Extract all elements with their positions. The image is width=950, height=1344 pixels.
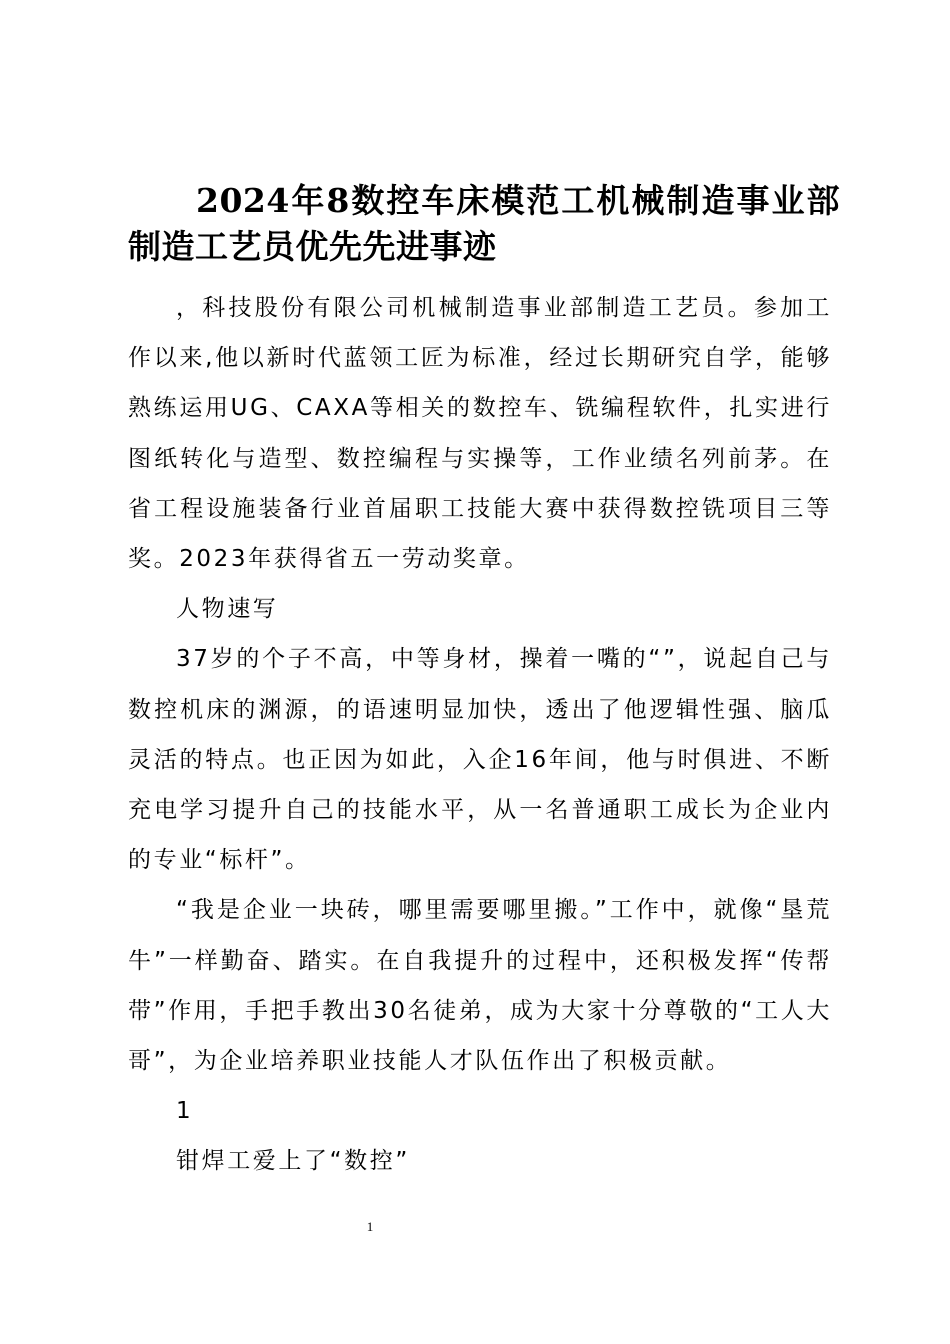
document-body — [128, 283, 832, 1187]
document-title: 2024年8数控车床模范工机械制造事业部制造工艺员优先先进事迹 — [128, 181, 840, 266]
paragraph-profile: 37岁的个子不高，中等身材，操着一嘴的“”，说起自己与数控机床的渊源，的语速明显加快，透出了他逻辑性强、脑瓜灵活的特点。也正因为如此，入企16年间，他与时俱进、不断充电学习提升自己的技能水平，从一名普通职工成长为企业内的专业“标杆”。 — [128, 646, 832, 874]
page-number: 1 — [366, 1219, 374, 1234]
section-number: 1 — [176, 1098, 194, 1125]
paragraph-intro: ，科技股份有限公司机械制造事业部制造工艺员。参加工作以来,他以新时代蓝领工匠为标准，经过长期研究自学，能够熟练运用UG、CAXA等相关的数控车、铣编程软件，扎实进行图纸转化与造型、数控编程与实操等，工作业绩名列前茅。在省工程设施装备行业首届职工技能大赛中获得数控铣项目三等奖。2023年获得省五一劳动奖章。 — [128, 295, 832, 573]
section-heading-profile: 人物速写 — [176, 596, 279, 623]
section-heading-cnc: 钳焊工爱上了“数控” — [176, 1148, 410, 1175]
paragraph-work: “我是企业一块砖，哪里需要哪里搬。”工作中，就像“垦荒牛”一样勤奋、踏实。在自我提升的过程中，还积极发挥“传帮带”作用，手把手教出30名徒弟，成为大家十分尊敬的“工人大哥”，为企业培养职业技能人才队伍作出了积极贡献。 — [128, 897, 832, 1075]
